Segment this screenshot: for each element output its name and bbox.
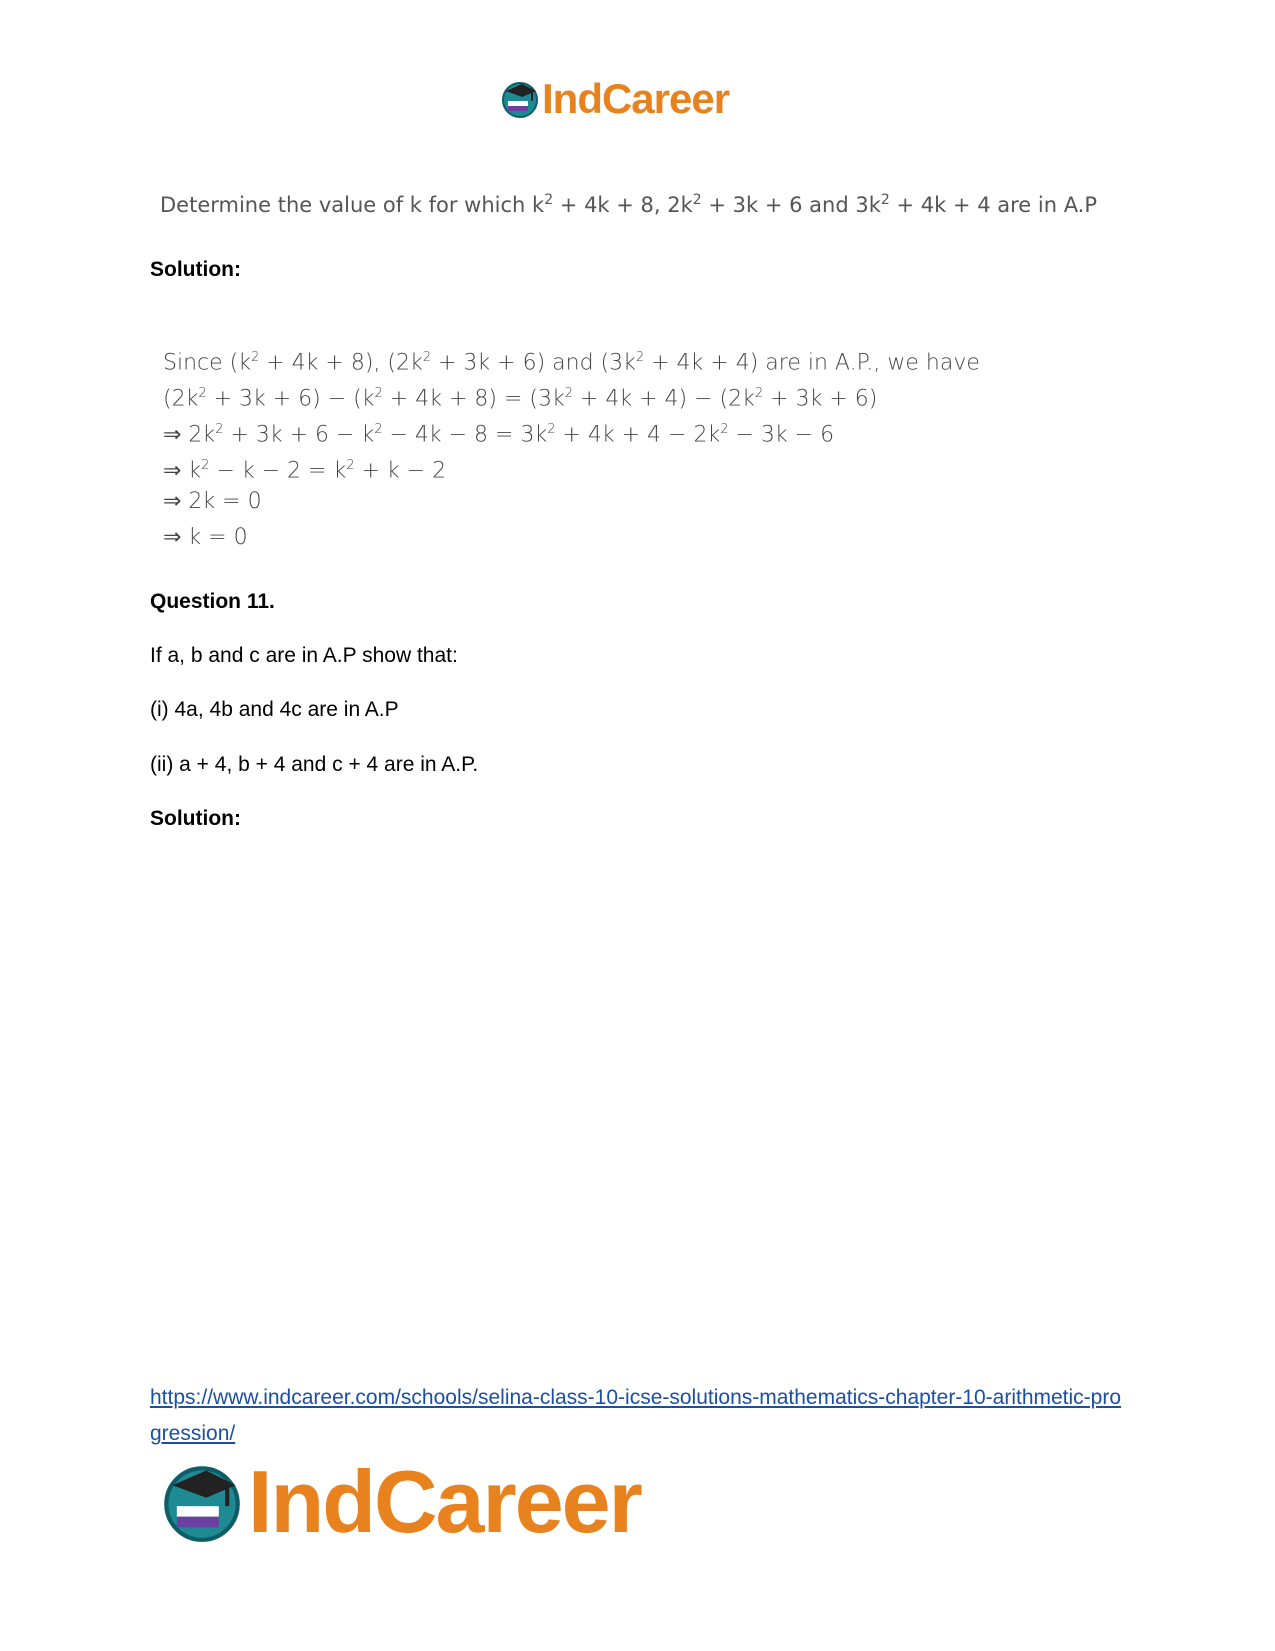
math-line: ⇒ k = 0	[163, 525, 248, 550]
question-11-part-ii: (ii) a + 4, b + 4 and c + 4 are in A.P.	[150, 753, 479, 776]
question-11-text: If a, b and c are in A.P show that:	[150, 644, 458, 667]
math-line: Since $(k^2 + 4k + 8)$, $(2k^2 + 3k + 6)$ and $(3k^2 + 4k + 4)$ are in A.P., we have	[163, 350, 980, 376]
question-11-part-i: (i) 4a, 4b and 4c are in A.P	[150, 698, 399, 721]
source-link[interactable]: https://www.indcareer.com/schools/selina-class-10-icse-solutions-mathematics-chapter-10-arithmetic-progression/	[150, 1386, 1122, 1445]
question-11-heading: Question 11.	[150, 590, 275, 613]
math-solution	[163, 340, 980, 556]
math-line: ⇒ $k^2 - k - 2 = k^2 + k - 2$	[163, 458, 447, 484]
graduation-cap-icon	[160, 1460, 244, 1544]
math-line: $(2k^2 + 3k + 6) - (k^2 + 4k + 8) = (3k^2 + 4k + 4) - (2k^2 + 3k + 6)$	[163, 386, 878, 412]
solution-heading-2: Solution:	[150, 807, 241, 830]
logo-wordmark: IndCareer	[542, 75, 730, 122]
math-line: ⇒ 2k = 0	[163, 489, 262, 514]
graduation-cap-icon	[500, 79, 540, 119]
math-line: ⇒ $2k^2 + 3k + 6 - k^2 - 4k - 8 = 3k^2 + 4k + 4 - 2k^2 - 3k - 6$	[163, 422, 835, 448]
header-logo	[500, 75, 730, 122]
footer-logo	[160, 1452, 641, 1551]
solution-heading: Solution:	[150, 258, 241, 281]
logo-wordmark: IndCareer	[248, 1452, 641, 1551]
question-statement: Determine the value of k for which $k^2 + 4k + 8$, $2k^2 + 3k + 6$ and $3k^2 + 4k + 4$ are in A.P	[160, 192, 1098, 217]
